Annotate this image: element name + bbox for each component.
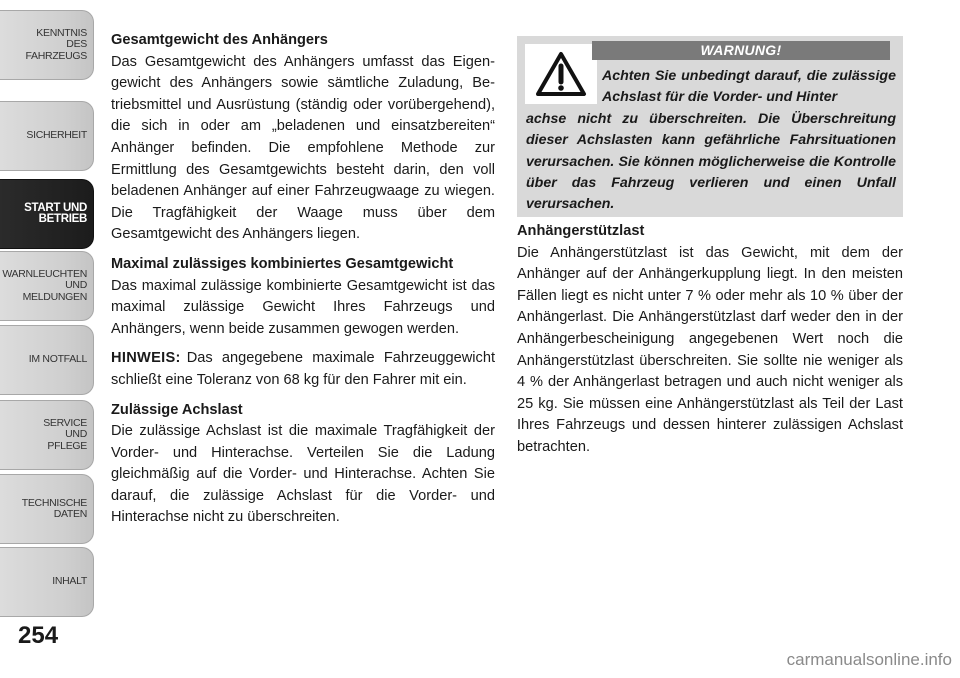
paragraph-achslast: Die zulässige Achslast ist die maximale Tragfähigkeit der Vorder- und Hinterachse. Verteilen Sie die Ladung gleichmäßig auf die Vorder- und Hinterachse. Achten Sie darauf, die zulässige Achslast für die Vorder- und Hinterachse nicht zu überschreiten. xyxy=(111,423,495,526)
tab-service-und-pflege[interactable]: SERVICE UND PFLEGE xyxy=(0,400,94,470)
tab-start-und-betrieb[interactable]: START UND BETRIEB xyxy=(0,179,94,249)
tab-inhalt[interactable]: INHALT xyxy=(0,547,94,617)
paragraph-anhaengerstuetzlast: Die Anhängerstützlast ist das Gewicht, mit dem der Anhänger auf der Anhängerkupplung liegt. In den meisten Fällen liegt es nicht unter 7 % oder mehr als 10 % über der Anhängerlast. Die Anhängerstützlast darf weder den in der Anhängerbescheinigung angegebenen Wert noch die Anhängerstützlast überschreiten. Sie sollte nie weniger als 4 % der Anhängerlast betragen und auch nicht weniger als 25 kg. Sie müssen eine Anhängerstützlast als Teil der Last Ihres Fahrzeugs und dessen hinterer zulässigen Achslast betrachten. xyxy=(517,244,903,455)
warning-text xyxy=(526,66,896,216)
heading-kombiniertes-gesamtgewicht: Maximal zulässiges kombiniertes Gesamtgewicht xyxy=(111,255,454,272)
warning-title: WARNUNG! xyxy=(592,41,890,60)
watermark: carmanualsonline.info xyxy=(786,650,952,669)
page-number: 254 xyxy=(18,622,59,649)
paragraph-kombiniertes-gesamtgewicht: Das maximal zulässige kombinierte Gesamtgewicht ist das maximal zulässige Gewicht Ihres Fahrzeugs und Anhängers, wenn beide zusammen gewogen werden. xyxy=(111,277,495,337)
warning-box xyxy=(517,36,903,217)
right-column xyxy=(517,221,903,467)
warning-text-rest: achse nicht zu überschreiten. Die Überschreitung dieser Achslasten kann gefährliche Fahrsituationen verursachen. Sie können möglicherweise die Kontrolle über das Fahrzeug verlieren und einen Unfall verursachen. xyxy=(526,110,896,213)
note-paragraph xyxy=(111,348,495,391)
chapter-sidebar xyxy=(0,0,96,620)
heading-achslast: Zulässige Achslast xyxy=(111,401,243,418)
tab-technische-daten[interactable]: TECHNISCHE DATEN xyxy=(0,474,94,544)
paragraph-gesamtgewicht: Das Gesamtgewicht des Anhängers umfasst das Eigengewicht des Anhängers sowie sämtliche Zuladung, Betriebsmittel und Ausrüstung (ständig oder vorübergehend), die sich in oder am „beladenen und einsatzbereiten“ Anhänger befinden. Die empfohlene Methode zur Ermittlung des Gesamtgewichts besteht darin, den voll beladenen Anhänger auf einer Fahrzeugwaage zu wiegen. Die Tragfähigkeit der Waage muss über dem Gesamtgewicht des Anhängers liegen. xyxy=(111,53,495,243)
heading-gesamtgewicht: Gesamtgewicht des Anhängers xyxy=(111,32,328,48)
tab-warnleuchten-und-meldungen[interactable]: WARNLEUCHTEN UND MELDUNGEN xyxy=(0,251,94,321)
warning-text-first: Achten Sie unbedingt darauf, die zulässige Achslast für die Vorder- und Hinter xyxy=(602,68,896,106)
tab-im-notfall[interactable]: IM NOTFALL xyxy=(0,325,94,395)
tab-kenntnis-des-fahrzeugs[interactable]: KENNTNIS DES FAHRZEUGS xyxy=(0,10,94,80)
left-column xyxy=(111,30,495,537)
note-label: HINWEIS: xyxy=(111,350,181,367)
note-text: Das angegebene maximale Fahrzeuggewicht schließt eine Toleranz von 68 kg für den Fahrer mit ein. xyxy=(111,350,495,388)
tab-sicherheit[interactable]: SICHERHEIT xyxy=(0,101,94,171)
heading-anhaengerstuetzlast: Anhängerstützlast xyxy=(517,223,645,239)
